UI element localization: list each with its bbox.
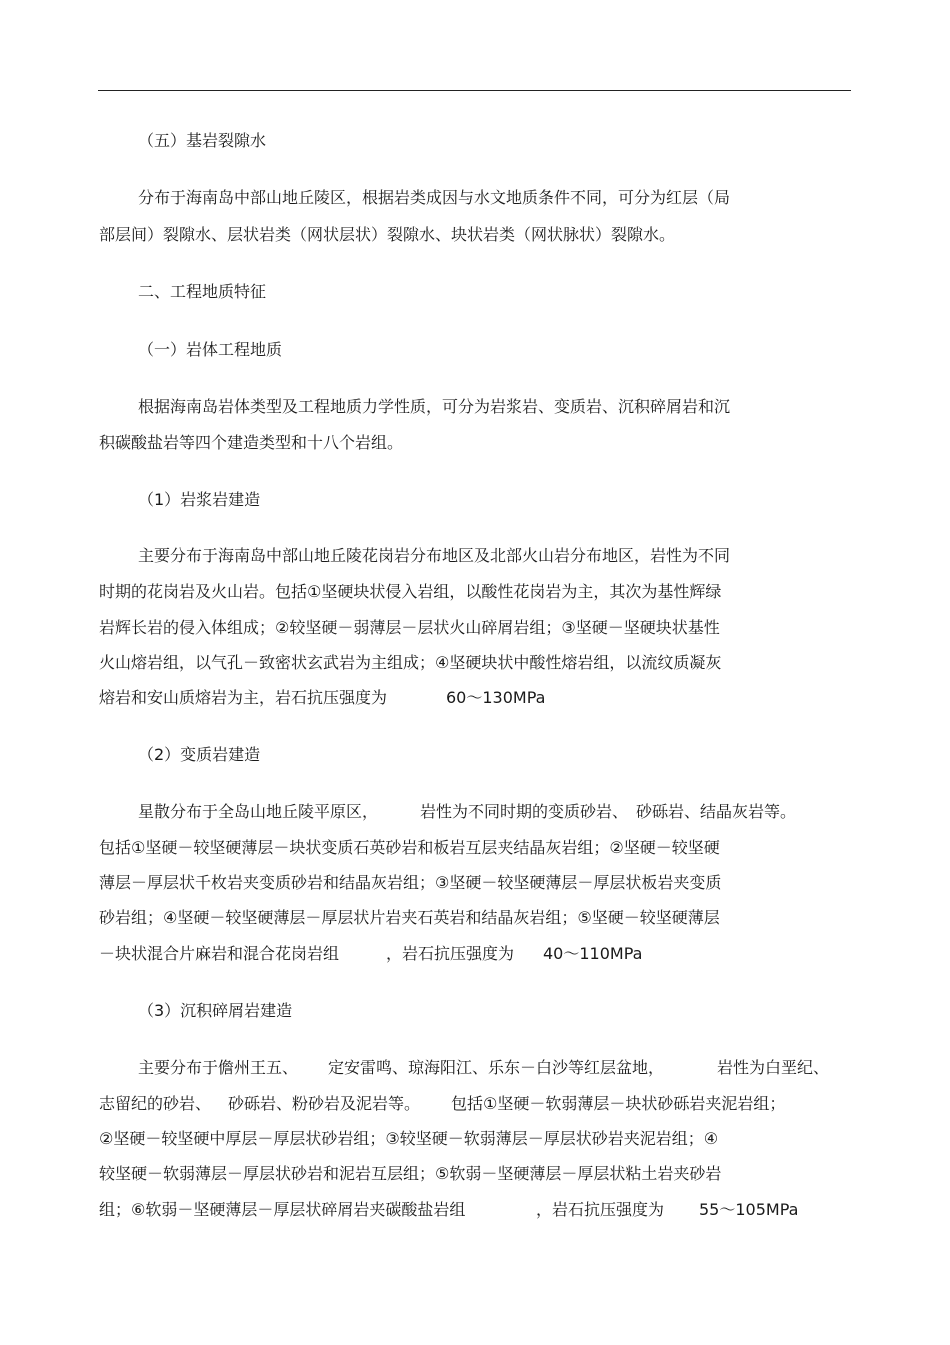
strength-value: 40～110MPa xyxy=(543,944,643,963)
header-rule xyxy=(98,90,851,91)
strength-value: 60～130MPa xyxy=(446,688,546,707)
strength-value: 55～105MPa xyxy=(699,1200,799,1219)
